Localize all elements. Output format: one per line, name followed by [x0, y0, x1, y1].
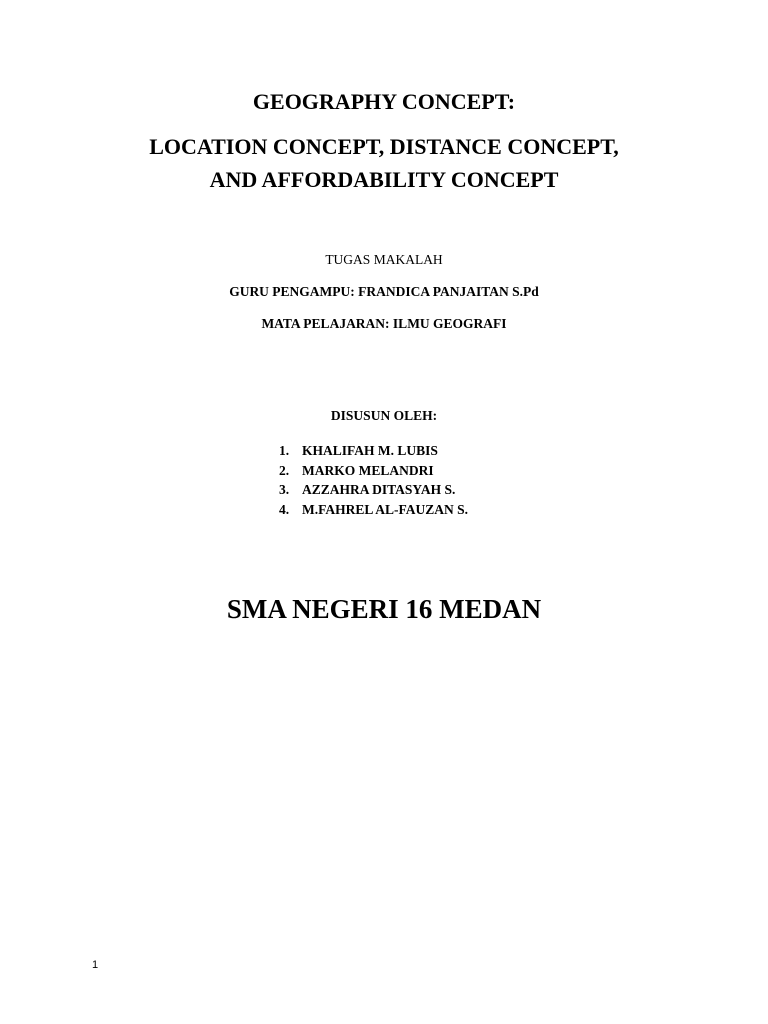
author-name: AZZAHRA DITASYAH S.	[302, 482, 456, 497]
list-item	[279, 441, 468, 461]
title-line-3: AND AFFORDABILITY CONCEPT	[209, 167, 559, 192]
teacher-line: GURU PENGAMPU: FRANDICA PANJAITAN S.Pd	[229, 284, 539, 299]
school-name: SMA NEGERI 16 MEDAN	[226, 594, 542, 624]
list-item	[279, 461, 468, 481]
author-name: MARKO MELANDRI	[302, 462, 434, 478]
authored-by-label: DISUSUN OLEH:	[330, 408, 438, 423]
author-number: 4.	[279, 501, 290, 517]
author-number: 3.	[279, 482, 290, 497]
title-line-1: GEOGRAPHY CONCEPT:	[252, 89, 516, 114]
title-line-2: LOCATION CONCEPT, DISTANCE CONCEPT,	[149, 134, 619, 159]
list-item	[279, 480, 468, 500]
author-name: KHALIFAH M. LUBIS	[302, 443, 438, 458]
author-number: 2.	[279, 462, 290, 478]
list-item	[279, 500, 468, 520]
author-list	[279, 441, 468, 519]
page-number: 1	[92, 959, 99, 971]
subject-line: MATA PELAJARAN: ILMU GEOGRAFI	[261, 316, 507, 331]
document-type: TUGAS MAKALAH	[325, 252, 443, 267]
author-number: 1.	[279, 443, 290, 458]
author-name: M.FAHREL AL-FAUZAN S.	[302, 501, 469, 517]
